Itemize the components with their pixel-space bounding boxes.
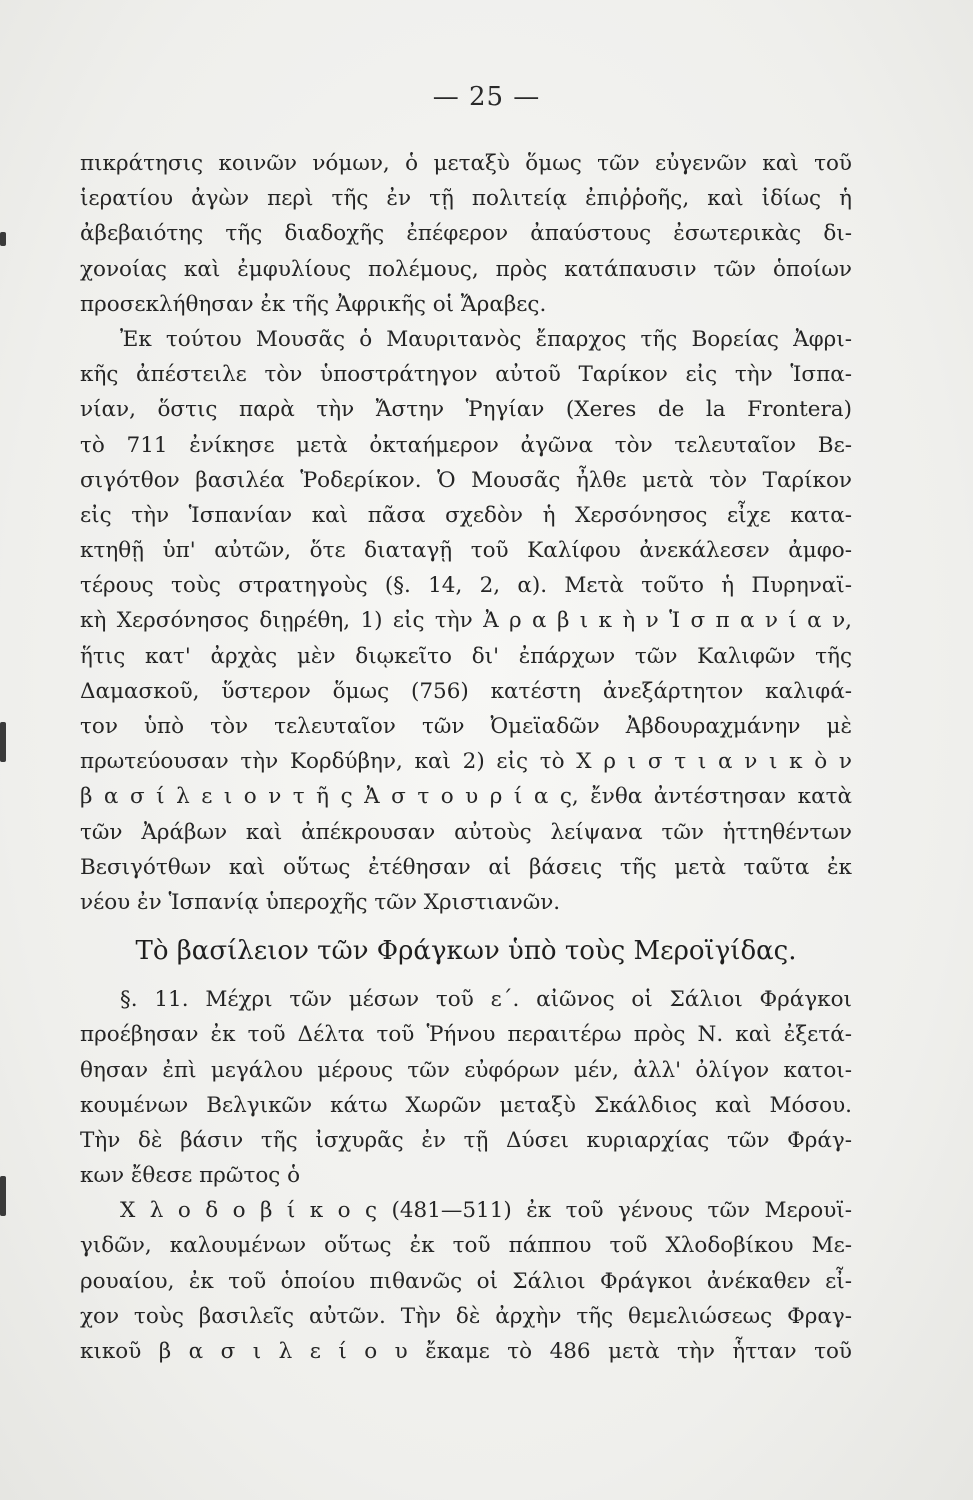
text-line: β α σ ί λ ε ι ο ν τ ῆ ς Ἀ σ τ ο υ ρ ί α ς, ἔνθα ἀντέστησαν κατὰ (80, 784, 852, 810)
text-line: πρωτεύουσαν τὴν Κορδύβην, καὶ 2) εἰς τὸ Χ ρ ι σ τ ι α ν ι κ ὸ ν (80, 749, 852, 775)
page-number: — 25 — (432, 82, 541, 112)
text-line: κουμένων Βελγικῶν κάτω Χωρῶν μεταξὺ Σκάλδιος καὶ Μόσου. (80, 1092, 852, 1118)
paragraph (80, 322, 852, 920)
text-line: χον τοὺς βασιλεῖς αὐτῶν. Τὴν δὲ ἀρχὴν τῆς θεμελιώσεως Φραγ- (80, 1303, 852, 1329)
text-line: γιδῶν, καλουμένων οὕτως ἐκ τοῦ πάππου τοῦ Χλοδοβίκου Με- (80, 1233, 852, 1259)
text-line: τῶν Ἀράβων καὶ ἀπέκρουσαν αὐτοὺς λείψανα τῶν ἡττηθέντων (80, 819, 852, 845)
paragraph (80, 982, 852, 1193)
text-line: Βεσιγότθων καὶ οὕτως ἐτέθησαν αἱ βάσεις τῆς μετὰ ταῦτα ἐκ (80, 854, 852, 880)
text-line: Δαμασκοῦ, ὕστερον ὅμως (756) κατέστη ἀνεξάρτητον καλιφά- (80, 678, 852, 704)
text-line: κτηθῇ ὑπ' αὐτῶν, ὅτε διαταγῇ τοῦ Καλίφου ἀνεκάλεσεν ἀμφο- (80, 538, 852, 564)
binding-shadow-mark (0, 1176, 6, 1216)
text-line: Χ λ ο δ ο β ί κ ο ς (481—511) ἐκ τοῦ γένους τῶν Μερουϊ- (120, 1198, 852, 1224)
text-line: τὸ 711 ἐνίκησε μετὰ ὀκταήμερον ἀγῶνα τὸν τελευταῖον Βε- (80, 432, 852, 458)
text-line: τον ὑπὸ τὸν τελευταῖον τῶν Ὀμεϊαδῶν Ἀβδουραχμάνην μὲ (80, 714, 852, 739)
text-line: §. 11. Μέχρι τῶν μέσων τοῦ ε΄. αἰῶνος οἱ Σάλιοι Φράγκοι (120, 987, 852, 1013)
text-line: πικράτησις κοινῶν νόμων, ὁ μεταξὺ ὅμως τῶν εὐγενῶν καὶ τοῦ (80, 151, 852, 176)
text-line: Τὴν δὲ βάσιν τῆς ἰσχυρᾶς ἐν τῇ Δύσει κυριαρχίας τῶν Φράγ- (80, 1127, 852, 1153)
text-line: ἱερατίου ἀγὼν περὶ τῆς ἐν τῇ πολιτείᾳ ἐπιῤῥοῆς, καὶ ἰδίως ἡ (80, 186, 852, 212)
text-line: νέου ἐν Ἱσπανίᾳ ὑπεροχῆς τῶν Χριστιανῶν. (80, 889, 561, 915)
text-line: ἀβεβαιότης τῆς διαδοχῆς ἐπέφερον ἀπαύστους ἐσωτερικὰς δι- (80, 221, 852, 247)
text-line: κὴ Χερσόνησος διῃρέθη, 1) εἰς τὴν Ἀ ρ α β ι κ ὴ ν Ἱ σ π α ν ί α ν, (80, 608, 852, 634)
text-line: χονοίας καὶ ἐμφυλίους πολέμους, πρὸς κατάπαυσιν τῶν ὁποίων (80, 256, 852, 282)
text-line: σιγότθον βασιλέα Ῥοδερίκον. Ὁ Μουσᾶς ἦλθε μετὰ τὸν Ταρίκον (80, 467, 852, 493)
text-line: ρουαίου, ἐκ τοῦ ὁποίου πιθανῶς οἱ Σάλιοι Φράγκοι ἀνέκαθεν εἶ- (80, 1268, 852, 1294)
text-line: κῆς ἀπέστειλε τὸν ὑποστράτηγον αὐτοῦ Ταρίκον εἰς τὴν Ἱσπα- (80, 362, 852, 388)
text-line: θησαν ἐπὶ μεγάλου μέρους τῶν εὐφόρων μέν, ἀλλ' ὀλίγον κατοι- (80, 1057, 852, 1083)
paragraph (80, 146, 852, 322)
text-line: τέρους τοὺς στρατηγοὺς (§. 14, 2, α). Μετὰ τοῦτο ἡ Πυρηναϊ- (80, 573, 852, 599)
text-line: προσεκλήθησαν ἐκ τῆς Ἀφρικῆς οἱ Ἄραβες. (80, 291, 547, 317)
text-line: εἰς τὴν Ἱσπανίαν καὶ πᾶσα σχεδὸν ἡ Χερσόνησος εἶχε κατα- (80, 502, 852, 528)
text-line: Ἐκ τούτου Μουσᾶς ὁ Μαυριτανὸς ἔπαρχος τῆς Βορείας Ἀφρι- (120, 326, 852, 352)
paragraph (80, 1193, 852, 1369)
text-line: προέβησαν ἐκ τοῦ Δέλτα τοῦ Ῥήνου περαιτέρω πρὸς Ν. καὶ ἐξετά- (80, 1022, 852, 1048)
binding-shadow-mark (0, 232, 6, 246)
text-line: νίαν, ὅστις παρὰ τὴν Ἄστην Ῥηγίαν (Xeres de la Frontera) (80, 397, 852, 423)
text-line: ἥτις κατ' ἀρχὰς μὲν διῳκεῖτο δι' ἐπάρχων τῶν Καλιφῶν τῆς (80, 643, 852, 669)
body-text (80, 146, 852, 1369)
text-line: κων ἔθεσε πρῶτος ὁ (80, 1163, 301, 1189)
section-heading: Τὸ βασίλειον τῶν Φράγκων ὑπὸ τοὺς Μεροϊγίδας. (135, 936, 797, 967)
text-line: κικοῦ β α σ ι λ ε ί ο υ ἔκαμε τὸ 486 μετὰ τὴν ἧτταν τοῦ (80, 1339, 852, 1364)
binding-shadow-mark (0, 722, 6, 762)
